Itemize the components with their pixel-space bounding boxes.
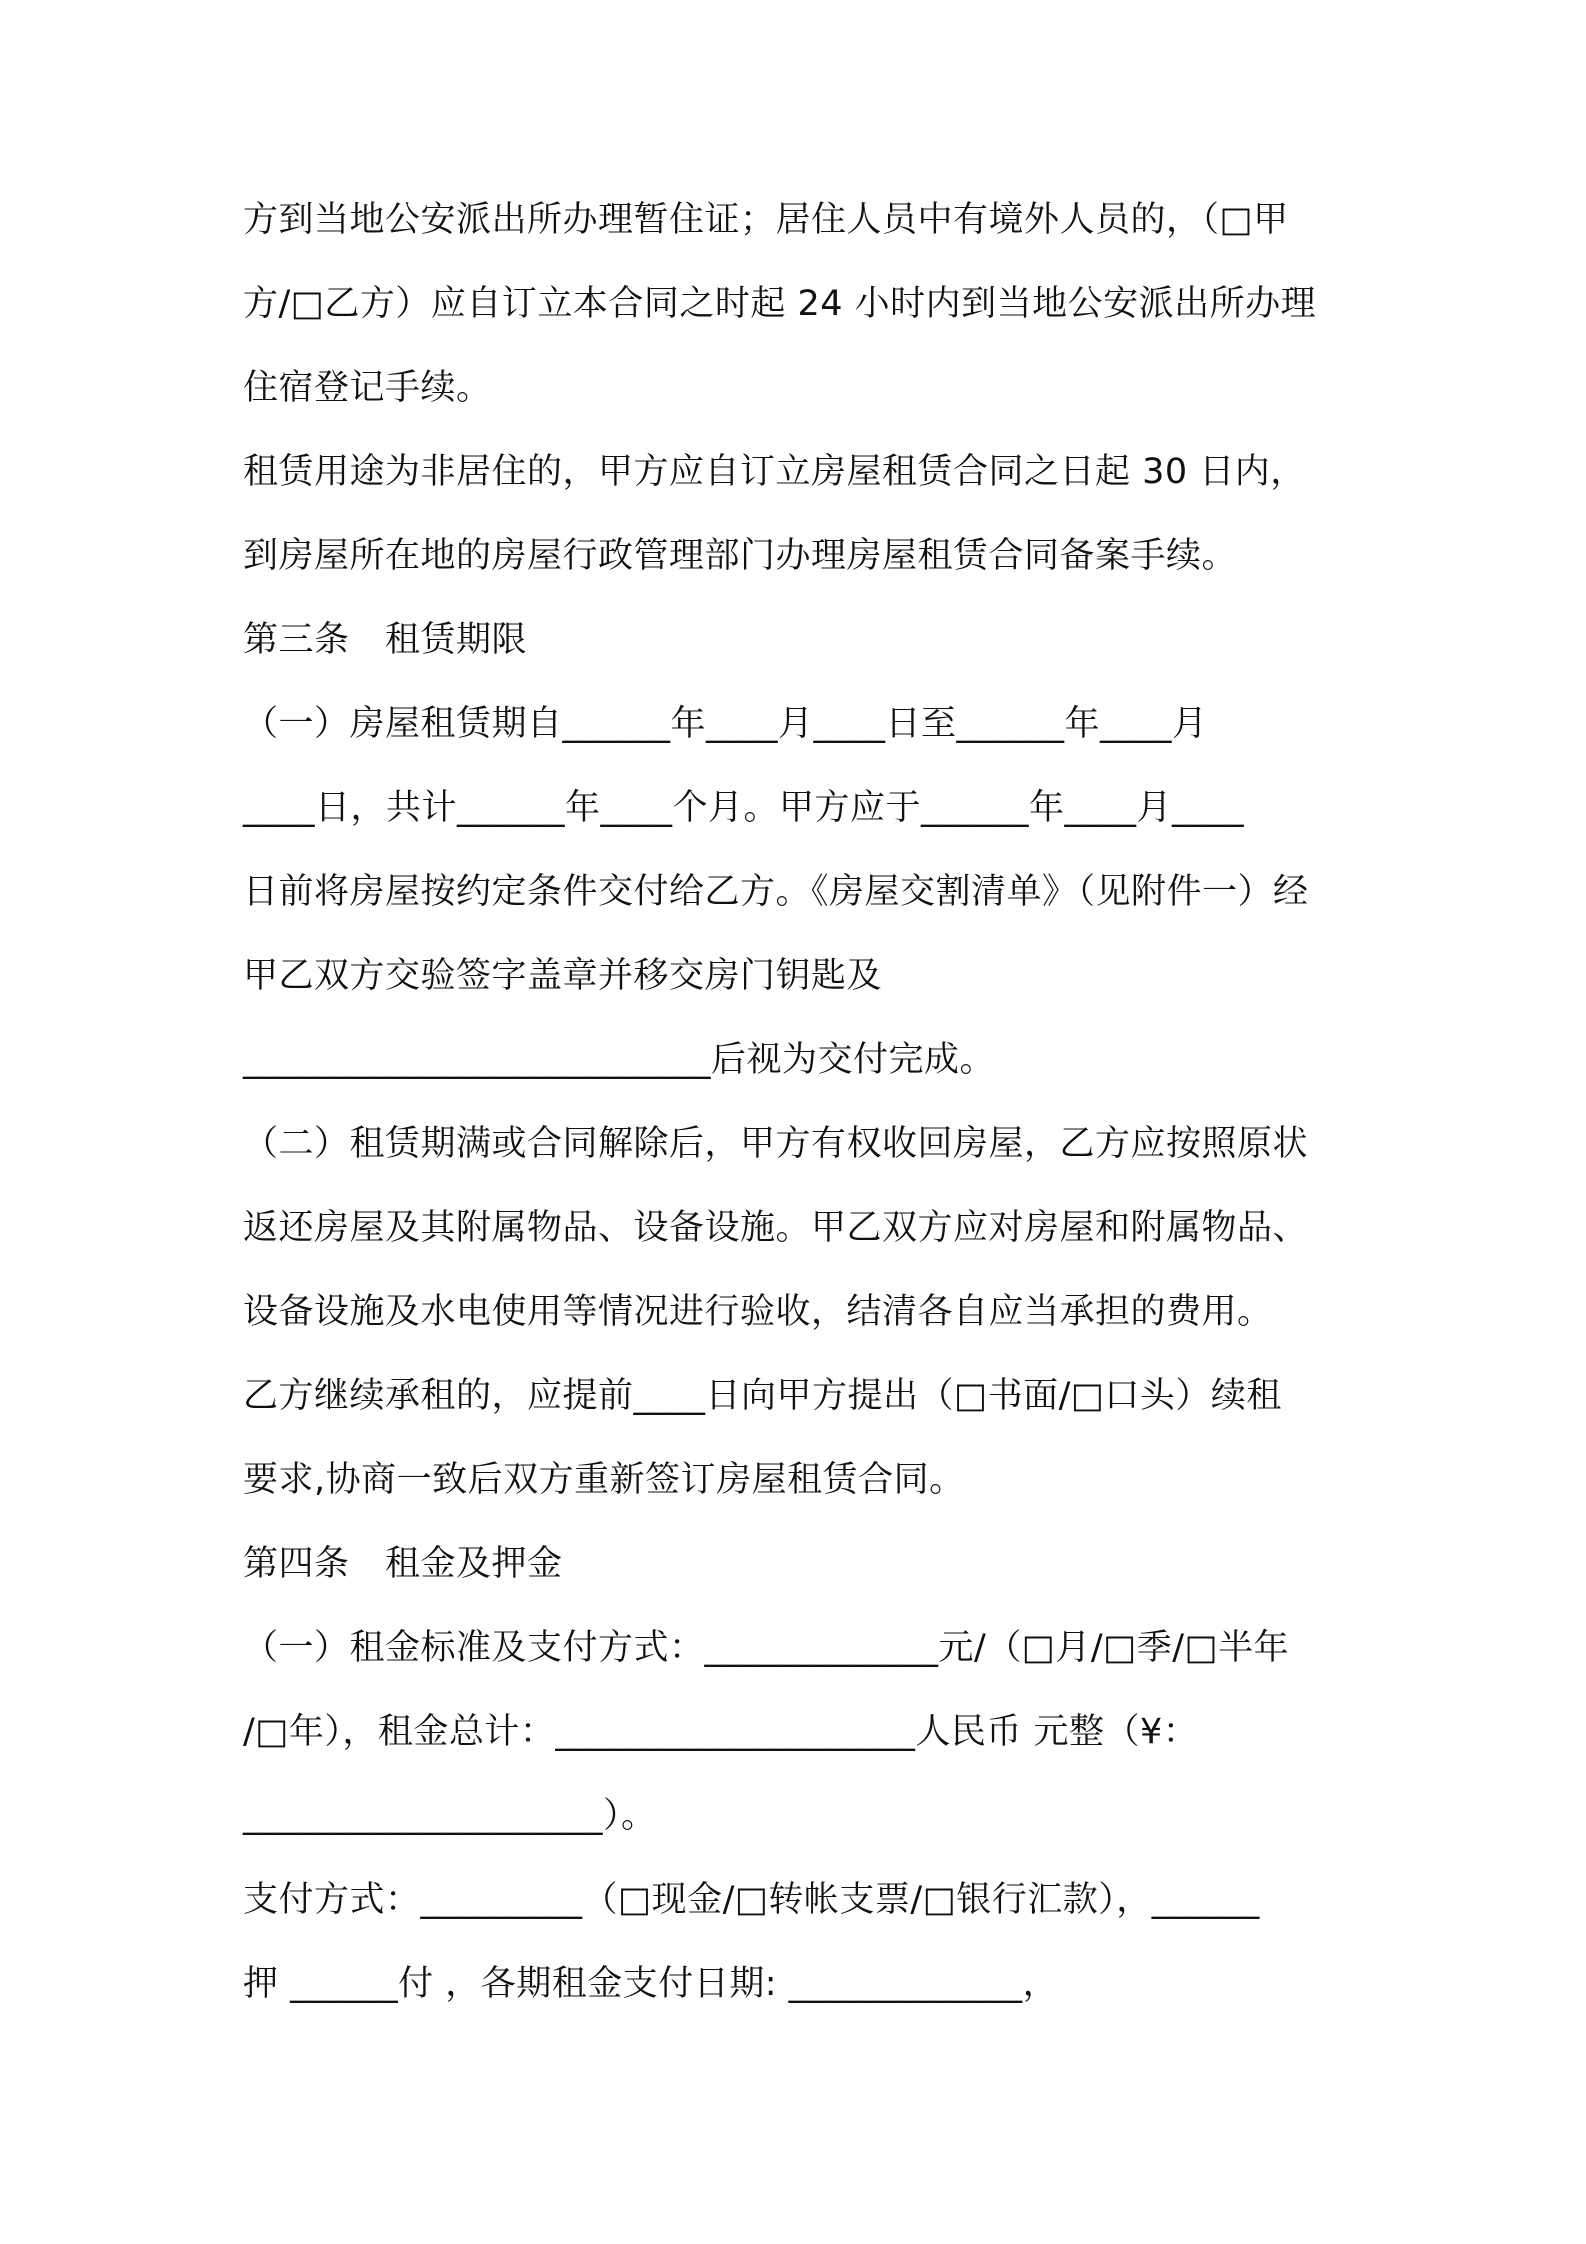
- text-line: ____日，共计______年____个月。甲方应于______年____月____: [243, 788, 1245, 828]
- text-line: 乙方继续承租的，应提前____日向甲方提出（□书面/□口头）续租: [243, 1376, 1282, 1416]
- section-heading: 第三条 租赁期限: [243, 620, 528, 660]
- text-line: 到房屋所在地的房屋行政管理部门办理房屋租赁合同备案手续。: [243, 536, 1238, 576]
- text-line: __________________________后视为交付完成。: [243, 1040, 996, 1080]
- text-line: （一）租金标准及支付方式：_____________元/（□月/□季/□半年: [243, 1628, 1290, 1668]
- text-line: 押 ______付 ，各期租金支付日期: _____________，: [243, 1964, 1059, 2004]
- text-line: （一）房屋租赁期自______年____月____日至______年____月: [243, 704, 1208, 744]
- text-line: 方到当地公安派出所办理暂住证；居住人员中有境外人员的，（□甲: [243, 200, 1289, 240]
- text-line: 设备设施及水电使用等情况进行验收，结清各自应当承担的费用。: [243, 1292, 1273, 1332]
- text-line: 方/□乙方）应自订立本合同之时起 24 小时内到当地公安派出所办理: [243, 284, 1317, 324]
- text-line: 支付方式：_________（□现金/□转帐支票/□银行汇款），______: [243, 1880, 1260, 1920]
- text-line: 住宿登记手续。: [243, 368, 492, 408]
- text-line: 要求,协商一致后双方重新签订房屋租赁合同。: [243, 1460, 965, 1500]
- text-line: 租赁用途为非居住的，甲方应自订立房屋租赁合同之日起 30 日内，: [243, 452, 1306, 492]
- section-heading: 第四条 租金及押金: [243, 1544, 563, 1584]
- text-line: /□年），租金总计：____________________人民币 元整（¥：: [243, 1712, 1199, 1752]
- text-line: ____________________）。: [243, 1796, 657, 1836]
- text-line: （二）租赁期满或合同解除后，甲方有权收回房屋，乙方应按照原状: [243, 1124, 1309, 1164]
- text-line: 甲乙双方交验签字盖章并移交房门钥匙及: [243, 956, 883, 996]
- text-line: 日前将房屋按约定条件交付给乙方。《房屋交割清单》（见附件一）经: [243, 872, 1309, 912]
- text-line: 返还房屋及其附属物品、设备设施。甲乙双方应对房屋和附属物品、: [243, 1208, 1309, 1248]
